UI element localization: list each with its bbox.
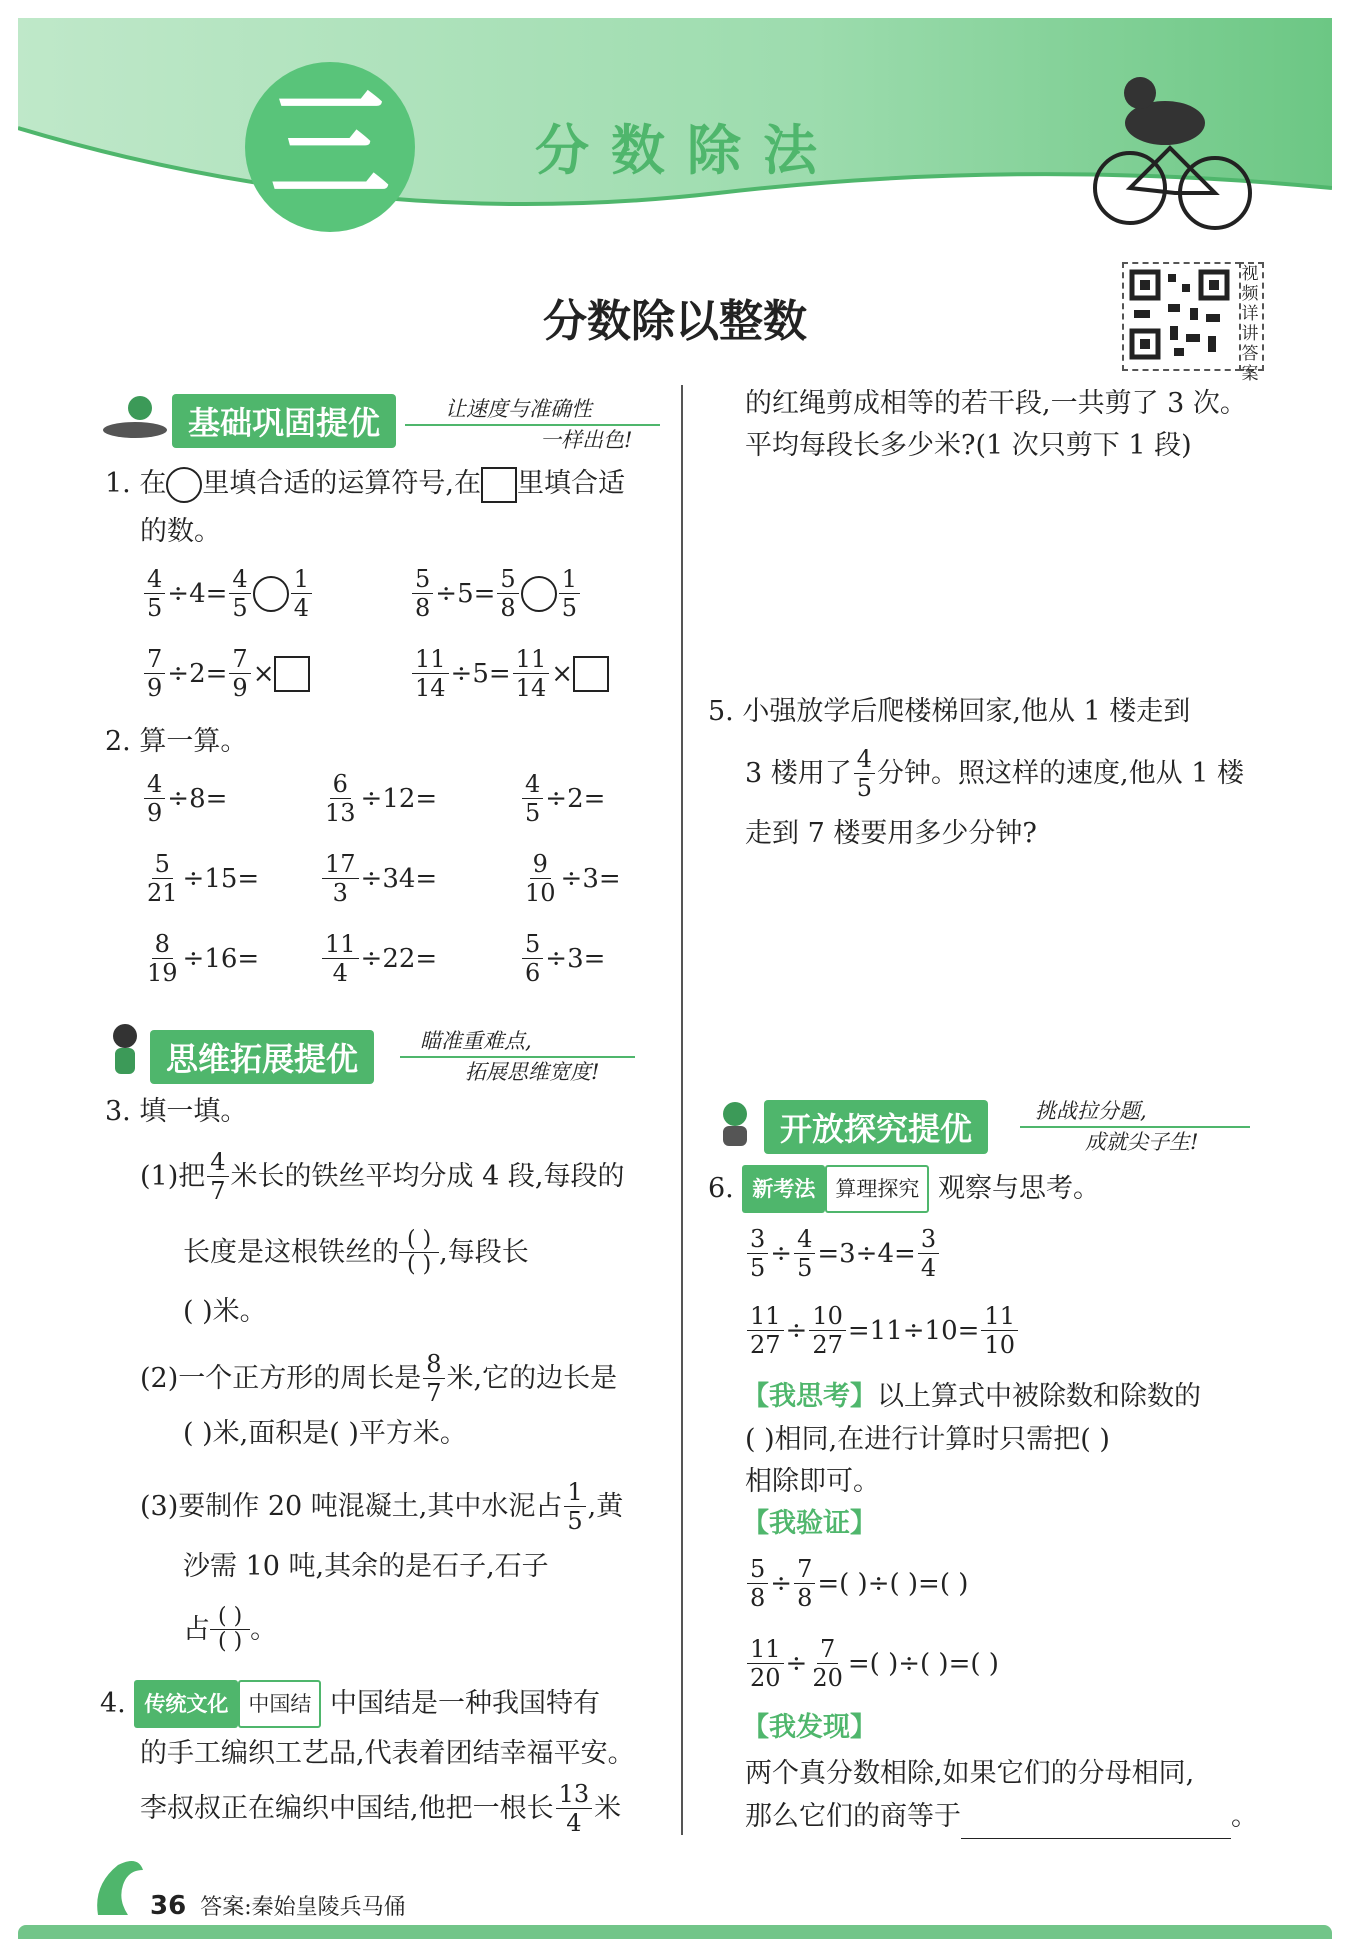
qr-code-icon bbox=[1124, 264, 1235, 365]
q3-part-3-line2: 沙需 10 吨,其余的是石子,石子 bbox=[183, 1551, 549, 1582]
question-4-line4: 的红绳剪成相等的若干段,一共剪了 3 次。 bbox=[745, 388, 1247, 419]
circle-blank-icon bbox=[166, 467, 202, 503]
verify-label: 【我验证】 bbox=[742, 1508, 877, 1539]
page-number: 36 bbox=[150, 1891, 187, 1921]
section-open-slogan-2: 成就尖子生! bbox=[1085, 1130, 1199, 1154]
answer-blank[interactable] bbox=[961, 1810, 1231, 1839]
mascot-boy-icon bbox=[705, 1098, 765, 1148]
q3-part-3-line3: 占 ( ) ( ) 。 bbox=[183, 1604, 278, 1654]
bottom-band bbox=[18, 1925, 1332, 1939]
discover-label: 【我发现】 bbox=[742, 1712, 877, 1743]
badge-chinese-knot: 中国结 bbox=[238, 1680, 321, 1728]
q6-discover-line1: 两个真分数相除,如果它们的分母相同, bbox=[745, 1758, 1195, 1789]
lesson-title: 分数除以整数 bbox=[543, 296, 807, 347]
q1-eq-1: $\frac{4}{5}$ ÷4= $\frac{4}{5}$ $\frac{1}{4}$ bbox=[142, 565, 314, 622]
q1-eq-4: $\frac{11}{14}$ ÷5= $\frac{11}{14}$ × bbox=[410, 645, 609, 702]
section-basic-slogan-2: 一样出色! bbox=[540, 428, 633, 452]
badge-traditional-culture: 传统文化 bbox=[134, 1680, 238, 1728]
question-4-line5: 平均每段长多少米?(1 次只剪下 1 段) bbox=[745, 430, 1192, 461]
q2-item-7: $\frac{8}{19}$ ÷16= bbox=[147, 930, 260, 987]
q6-verify-1: $\frac{5}{8}$ ÷ $\frac{7}{8}$ =( )÷( )=( ) bbox=[745, 1555, 968, 1612]
cyclist-illustration bbox=[1085, 68, 1255, 238]
question-5-line2: 3 楼用了 $\frac{4}{5}$ 分钟。照这样的速度,他从 1 楼 bbox=[745, 745, 1244, 802]
q6-example-1: $\frac{3}{5}$ ÷ $\frac{4}{5}$ =3÷4= $\frac{3}{4}$ bbox=[745, 1225, 941, 1282]
q3-part-2-line1: (2)一个正方形的周长是 $\frac{8}{7}$ 米,它的边长是 bbox=[140, 1350, 618, 1407]
q3-part-1-line3: ( )米。 bbox=[183, 1296, 267, 1327]
q2-item-4: $\frac{5}{21}$ ÷15= bbox=[147, 850, 260, 907]
mascot-girl-icon bbox=[100, 1020, 150, 1080]
qr-code[interactable] bbox=[1122, 262, 1241, 371]
number-blank[interactable] bbox=[274, 656, 310, 692]
section-basic-slogan-1: 让速度与准确性 bbox=[445, 397, 592, 421]
q2-item-5: $\frac{17}{3}$ ÷34= bbox=[320, 850, 437, 907]
q3-part-3-line1: (3)要制作 20 吨混凝土,其中水泥占 $\frac{1}{5}$ ,黄 bbox=[140, 1478, 624, 1535]
question-4-line2: 的手工编织工艺品,代表着团结幸福平安。 bbox=[140, 1738, 635, 1769]
page-footer bbox=[150, 1890, 406, 1921]
q6-discover-line2: 那么它们的商等于 。 bbox=[745, 1795, 1258, 1839]
q3-part-2-line2: ( )米,面积是( )平方米。 bbox=[183, 1418, 467, 1449]
fraction-blank[interactable]: ( ) ( ) bbox=[399, 1228, 439, 1277]
qr-label: 视频详讲答案 bbox=[1238, 262, 1264, 371]
mascot-skateboard-icon bbox=[100, 392, 170, 442]
column-divider bbox=[681, 385, 683, 1835]
section-thinking-slogan-1: 瞄准重难点, bbox=[420, 1029, 532, 1053]
question-4-line3: 李叔叔正在编织中国结,他把一根长 $\frac{13}{4}$ 米 bbox=[140, 1780, 622, 1837]
fraction-blank[interactable]: ( ) ( ) bbox=[210, 1605, 250, 1654]
q6-example-2: $\frac{11}{27}$ ÷ $\frac{10}{27}$ =11÷10= $\frac{11}{10}$ bbox=[745, 1302, 1020, 1359]
q2-item-9: $\frac{5}{6}$ ÷3= bbox=[520, 930, 605, 987]
question-5-line1: 5. 小强放学后爬楼梯回家,他从 1 楼走到 bbox=[708, 696, 1191, 727]
question-4-line1: 4. 传统文化 中国结 中国结是一种我国特有 bbox=[100, 1680, 600, 1728]
q2-item-3: $\frac{4}{5}$ ÷2= bbox=[520, 770, 605, 827]
badge-principle-explore: 算理探究 bbox=[825, 1165, 929, 1213]
dolphin-icon bbox=[88, 1855, 148, 1925]
footer-answer: 答案:秦始皇陵兵马俑 bbox=[200, 1895, 406, 1920]
q3-part-1-line2: 长度是这根铁丝的 ( ) ( ) ,每段长 bbox=[183, 1227, 529, 1277]
unit-number-badge: 三 bbox=[245, 62, 415, 232]
q6-verify-2: $\frac{11}{20}$ ÷ $\frac{7}{20}$ =( )÷( )=( ) bbox=[745, 1635, 999, 1692]
q3-part-1-line1: (1)把 $\frac{4}{7}$ 米长的铁丝平均分成 4 段,每段的 bbox=[140, 1148, 625, 1205]
slogan-underline bbox=[1020, 1126, 1250, 1128]
q1-eq-3: $\frac{7}{9}$ ÷2= $\frac{7}{9}$ × bbox=[142, 645, 310, 702]
operator-blank[interactable] bbox=[521, 576, 557, 612]
think-label: 【我思考】 bbox=[742, 1381, 877, 1412]
section-open-slogan-1: 挑战拉分题, bbox=[1035, 1099, 1147, 1123]
section-thinking-tag: 思维拓展提优 bbox=[150, 1030, 374, 1084]
slogan-underline bbox=[400, 1056, 635, 1058]
question-1: 1. 在 里填合适的运算符号,在 里填合适 bbox=[105, 462, 665, 506]
square-blank-icon bbox=[481, 467, 517, 503]
unit-title: 分数除法 bbox=[535, 119, 839, 182]
question-2: 2. 算一算。 bbox=[105, 726, 248, 757]
question-6: 6. 新考法 算理探究 观察与思考。 bbox=[708, 1165, 1100, 1213]
q2-item-2: $\frac{6}{13}$ ÷12= bbox=[325, 770, 438, 827]
question-1-cont: 的数。 bbox=[140, 516, 221, 547]
q6-think: 【我思考】以上算式中被除数和除数的 bbox=[742, 1381, 1201, 1412]
slogan-underline bbox=[405, 424, 660, 426]
number-blank[interactable] bbox=[573, 656, 609, 692]
section-open-tag: 开放探究提优 bbox=[764, 1100, 988, 1154]
q2-item-6: $\frac{9}{10}$ ÷3= bbox=[525, 850, 621, 907]
q1-eq-2: $\frac{5}{8}$ ÷5= $\frac{5}{8}$ $\frac{1}{5}$ bbox=[410, 565, 582, 622]
question-3: 3. 填一填。 bbox=[105, 1096, 248, 1127]
question-5-line3: 走到 7 楼要用多少分钟? bbox=[745, 818, 1037, 849]
q6-think-line3: 相除即可。 bbox=[745, 1466, 880, 1497]
operator-blank[interactable] bbox=[253, 576, 289, 612]
section-basic-tag: 基础巩固提优 bbox=[172, 394, 396, 448]
q2-item-8: $\frac{11}{4}$ ÷22= bbox=[320, 930, 437, 987]
q2-item-1: $\frac{4}{9}$ ÷8= bbox=[142, 770, 227, 827]
section-thinking-slogan-2: 拓展思维宽度! bbox=[465, 1060, 600, 1084]
q6-think-line2: ( )相同,在进行计算时只需把( ) bbox=[745, 1424, 1110, 1455]
badge-new-method: 新考法 bbox=[742, 1165, 825, 1213]
